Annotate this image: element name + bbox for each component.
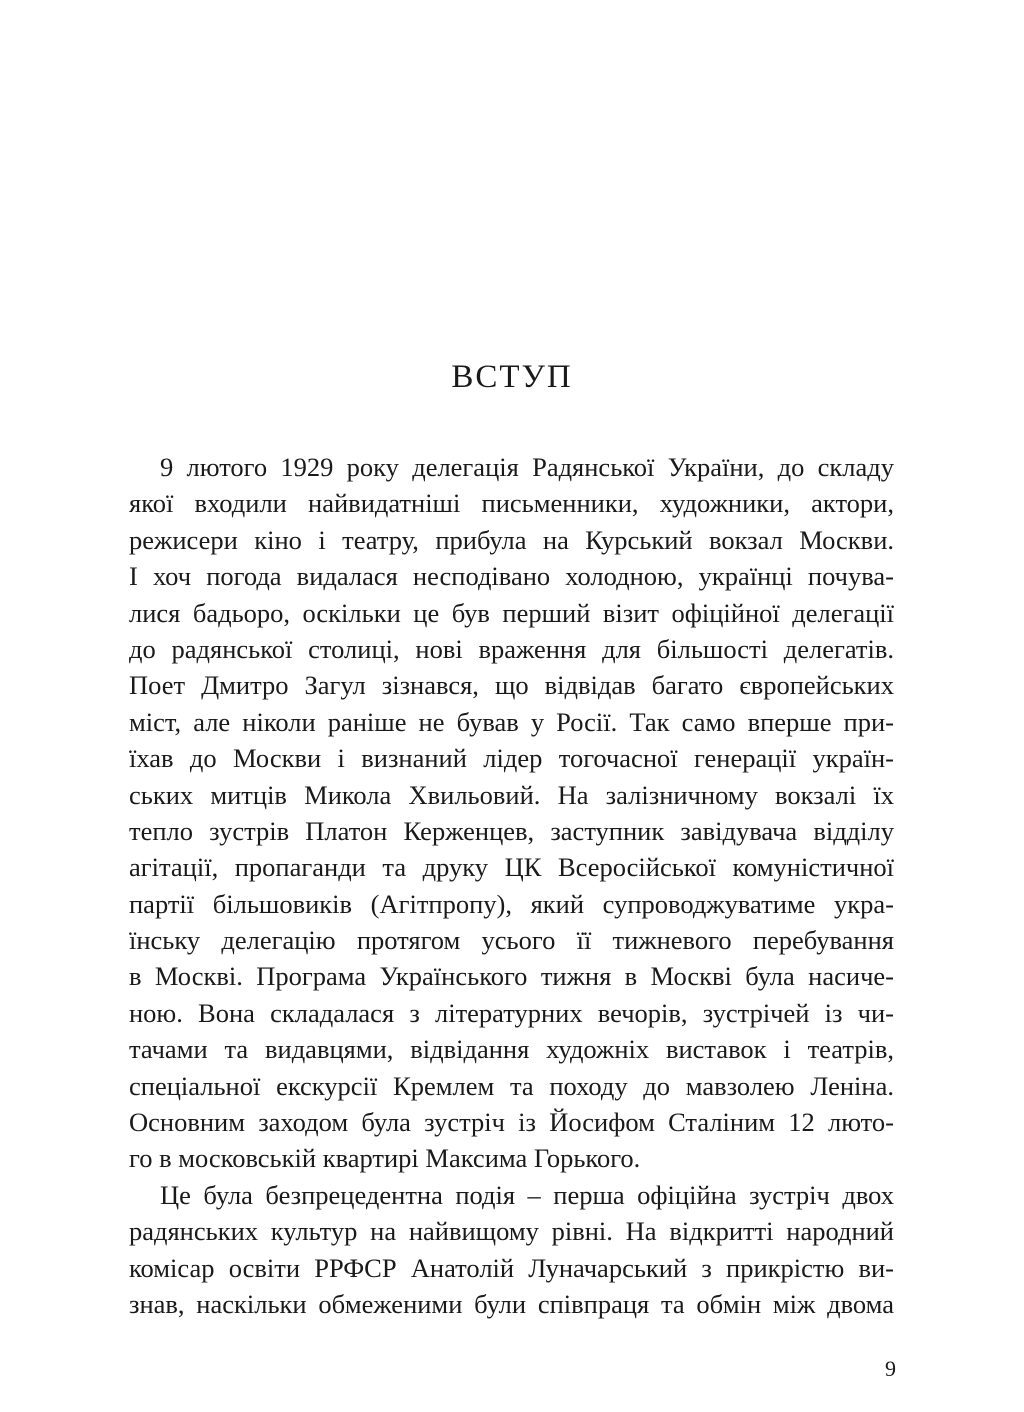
text-line: режисери кіно і театру, прибула на Курський вокзал Москви. [129, 524, 894, 555]
text-line: лися бадьоро, оскільки це був перший візит офіційної делегації [129, 597, 894, 628]
text-line: го в московській квартирі Максима Горького. [129, 1143, 641, 1174]
chapter-title: ВСТУП [451, 359, 573, 395]
text-line: в Москві. Програма Українського тижня в Москві була насиче- [129, 961, 894, 992]
text-line: знав, наскільки обмеженими були співпраця та обмін між двома [129, 1288, 894, 1319]
text-line: 9 лютого 1929 року делегація Радянської України, до складу [160, 452, 894, 482]
text-line: спеціальної екскурсії Кремлем та походу до мавзолею Леніна. [129, 1070, 894, 1101]
text-line: агітації, пропаганди та друку ЦК Всеросійської комуністичної [129, 852, 894, 883]
text-line: міст, але ніколи раніше не бував у Росії. Так само вперше при- [129, 706, 894, 737]
text-line: їнську делегацію протягом усього її тижневого перебування [129, 925, 894, 956]
text-line: ських митців Микола Хвильовий. На залізничному вокзалі їх [129, 779, 894, 810]
page-number: 9 [885, 1356, 896, 1381]
text-line: до радянської столиці, нові враження для більшості делегатів. [129, 633, 894, 664]
paragraph [129, 1177, 894, 1323]
text-line: їхав до Москви і визнаний лідер тогочасної генерації україн- [129, 743, 894, 774]
text-line: І хоч погода видалася несподівано холодною, українці почува- [129, 561, 894, 592]
text-line: комісар освіти РРФСР Анатолій Луначарський з прикрістю ви- [129, 1252, 894, 1283]
text-line: Основним заходом була зустріч із Йосифом Сталіним 12 люто- [129, 1107, 894, 1138]
body-text [129, 449, 894, 1322]
text-line: Це була безпрецедентна подія – перша офіційна зустріч двох [160, 1179, 894, 1210]
text-line: радянських культур на найвищому рівні. На відкритті народний [129, 1216, 894, 1247]
text-line: Поет Дмитро Загул зізнався, що відвідав багато європейських [129, 670, 894, 701]
text-line: тачами та видавцями, відвідання художніх виставок і театрів, [129, 1034, 894, 1065]
paragraph [129, 449, 894, 1177]
text-line: партії більшовиків (Агітпропу), який супроводжуватиме укра- [129, 888, 894, 919]
text-line: тепло зустрів Платон Керженцев, заступник завідувача відділу [129, 815, 894, 846]
text-line: ною. Вона складалася з літературних вечорів, зустрічей із чи- [129, 997, 894, 1028]
text-line: якої входили найвидатніші письменники, художники, актори, [129, 488, 894, 519]
